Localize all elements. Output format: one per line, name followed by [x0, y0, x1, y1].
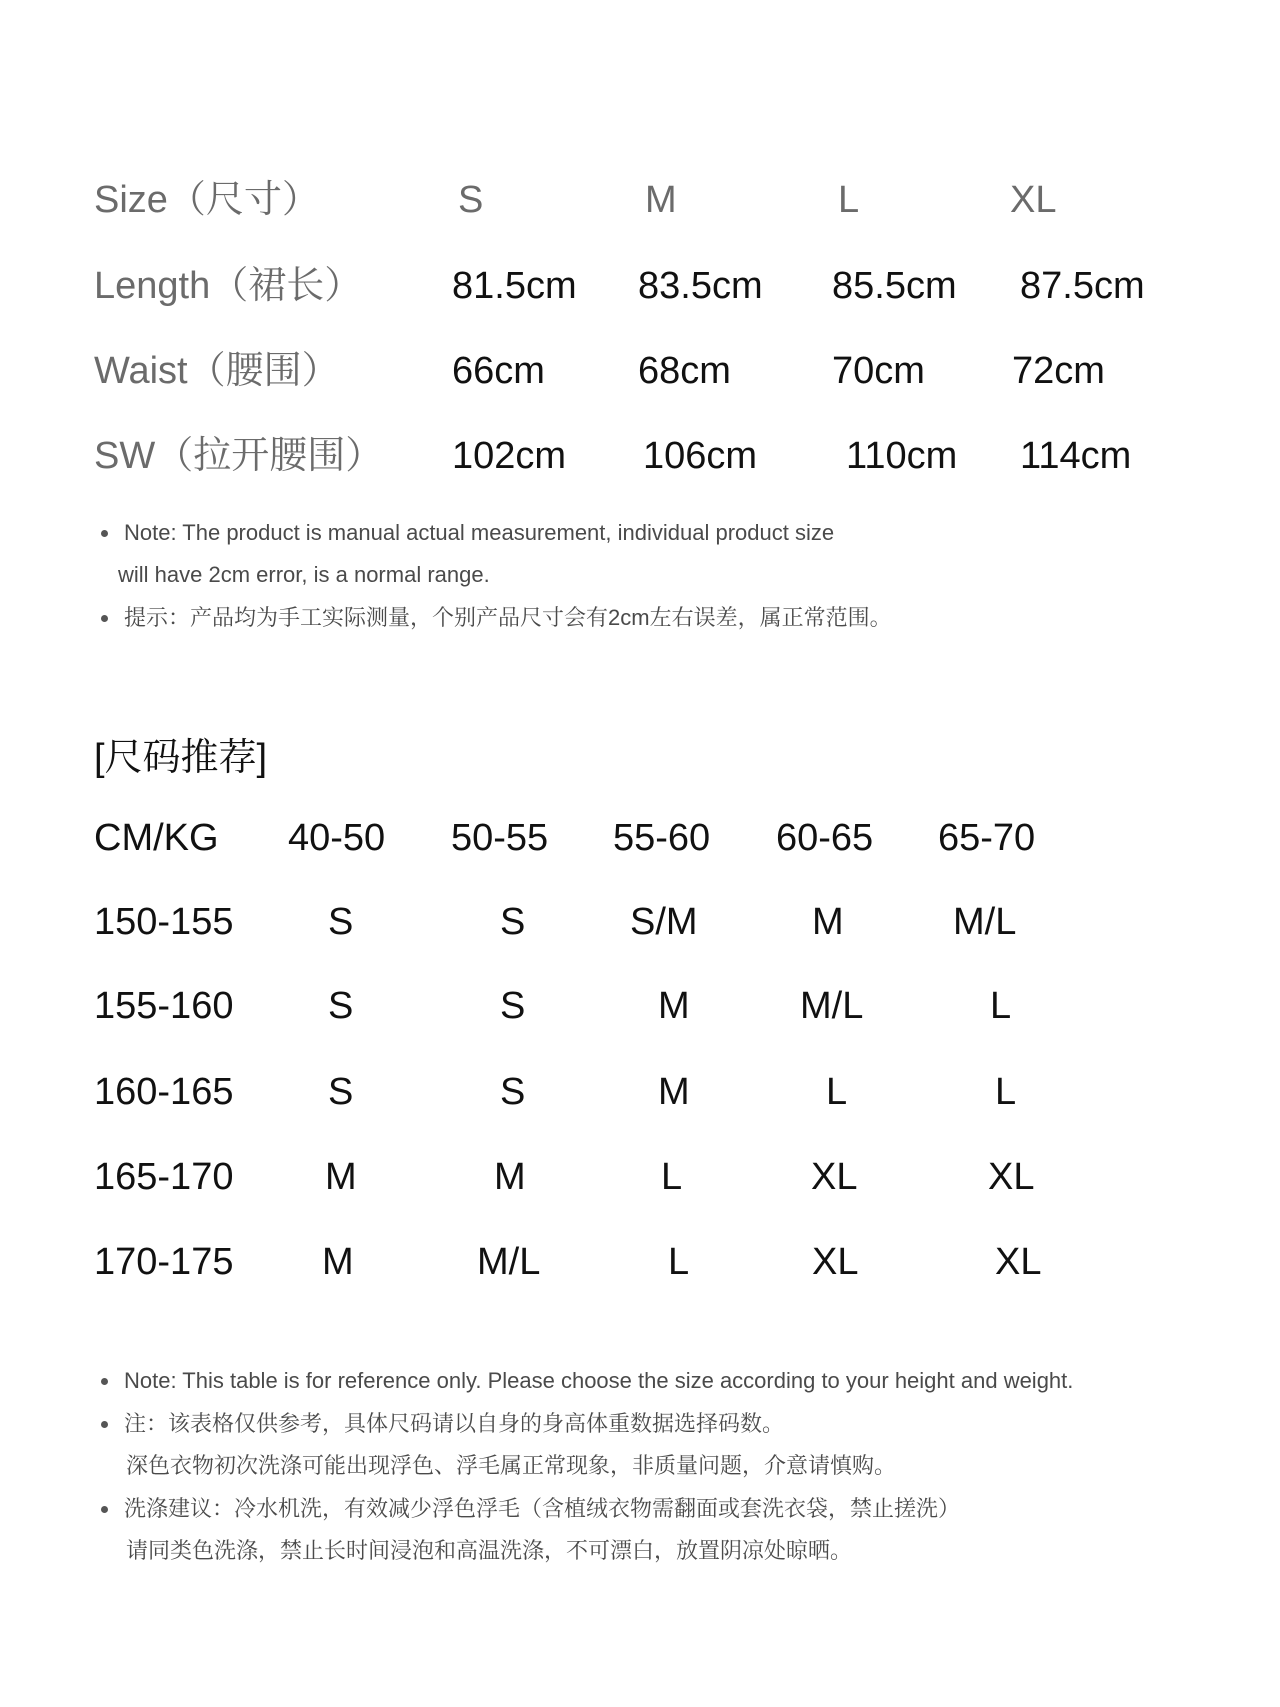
sw-xl: 114cm	[1020, 435, 1132, 477]
rec-cell: L	[826, 1071, 848, 1113]
rec-cell: L	[995, 1071, 1017, 1113]
rec-cell: S	[500, 1071, 526, 1113]
rec-cell: S	[328, 901, 354, 943]
rec-cell: L	[990, 985, 1012, 1027]
rec-header-cmkg: CM/KG	[94, 817, 219, 859]
rec-header-40-50: 40-50	[288, 817, 386, 859]
size-header-m: M	[645, 179, 677, 221]
bullet-dot	[101, 1421, 108, 1428]
size-header-l: L	[838, 179, 860, 221]
rec-row-height: 170-175	[94, 1241, 234, 1283]
rec-row-height: 150-155	[94, 901, 234, 943]
rec-cell: S	[500, 901, 526, 943]
rec-cell: S	[328, 1071, 354, 1113]
measurement-note-cn: 提示：产品均为手工实际测量，个别产品尺寸会有2cm左右误差，属正常范围。	[124, 605, 892, 630]
length-label: Length（裙长）	[94, 265, 363, 307]
sw-l: 110cm	[846, 435, 958, 477]
footer-note-cn-line2: 深色衣物初次洗涤可能出现浮色、浮毛属正常现象，非质量问题，介意请慎购。	[126, 1453, 897, 1478]
waist-m: 68cm	[638, 350, 731, 392]
waist-label: Waist（腰围）	[94, 350, 340, 392]
rec-cell: XL	[811, 1156, 858, 1198]
size-header-xl: XL	[1010, 179, 1057, 221]
rec-cell: M/L	[800, 985, 864, 1027]
footer-note-en: Note: This table is for reference only. Please choose the size according to your height and weight.	[124, 1368, 1074, 1393]
rec-cell: M	[494, 1156, 526, 1198]
rec-header-65-70: 65-70	[938, 817, 1036, 859]
rec-cell: L	[668, 1241, 690, 1283]
rec-cell: M	[812, 901, 844, 943]
rec-cell: M	[658, 985, 690, 1027]
recommendation-title: [尺码推荐]	[94, 737, 268, 779]
length-m: 83.5cm	[638, 265, 763, 307]
measurement-note-en-line1: Note: The product is manual actual measurement, individual product size	[124, 520, 835, 545]
rec-row-height: 160-165	[94, 1071, 234, 1113]
rec-header-50-55: 50-55	[451, 817, 549, 859]
bullet-dot	[101, 1378, 108, 1385]
rec-cell: L	[661, 1156, 683, 1198]
rec-header-55-60: 55-60	[613, 817, 711, 859]
rec-cell: M/L	[953, 901, 1017, 943]
footer-note-cn-line1: 注：该表格仅供参考，具体尺码请以自身的身高体重数据选择码数。	[124, 1411, 785, 1436]
rec-cell: M	[322, 1241, 354, 1283]
measurement-note-en-line2: will have 2cm error, is a normal range.	[118, 562, 490, 587]
rec-cell: XL	[812, 1241, 859, 1283]
length-s: 81.5cm	[452, 265, 577, 307]
waist-l: 70cm	[832, 350, 925, 392]
size-header-s: S	[458, 179, 484, 221]
rec-cell: S	[328, 985, 354, 1027]
rec-cell: XL	[995, 1241, 1042, 1283]
waist-xl: 72cm	[1012, 350, 1105, 392]
length-l: 85.5cm	[832, 265, 957, 307]
waist-s: 66cm	[452, 350, 545, 392]
wash-advice-line2: 请同类色洗涤，禁止长时间浸泡和高温洗涤，不可漂白，放置阴凉处晾晒。	[126, 1538, 853, 1563]
rec-header-60-65: 60-65	[776, 817, 874, 859]
bullet-dot	[101, 615, 108, 622]
rec-cell: M	[325, 1156, 357, 1198]
rec-cell: XL	[988, 1156, 1035, 1198]
sw-m: 106cm	[643, 435, 758, 477]
sw-label: SW（拉开腰围）	[94, 435, 384, 477]
rec-cell: M	[658, 1071, 690, 1113]
sw-s: 102cm	[452, 435, 567, 477]
wash-advice-line1: 洗涤建议：冷水机洗，有效减少浮色浮毛（含植绒衣物需翻面或套洗衣袋，禁止搓洗）	[124, 1496, 961, 1521]
rec-row-height: 165-170	[94, 1156, 234, 1198]
size-header-label: Size（尺寸）	[94, 179, 320, 221]
rec-cell: S/M	[630, 901, 698, 943]
bullet-dot	[101, 530, 108, 537]
length-xl: 87.5cm	[1020, 265, 1145, 307]
bullet-dot	[101, 1506, 108, 1513]
rec-cell: S	[500, 985, 526, 1027]
rec-cell: M/L	[477, 1241, 541, 1283]
rec-row-height: 155-160	[94, 985, 234, 1027]
